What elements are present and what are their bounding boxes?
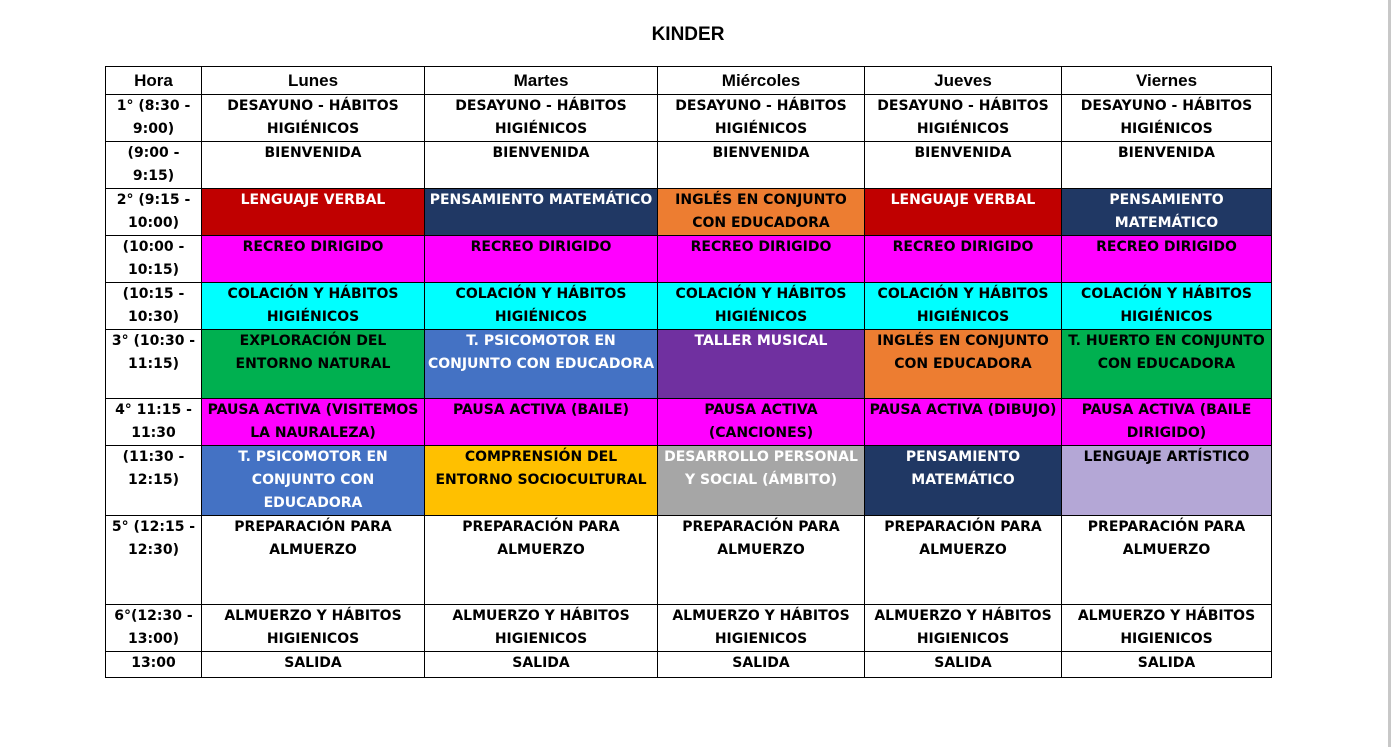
activity-cell-viernes: SALIDA: [1062, 652, 1272, 678]
activity-cell-martes: SALIDA: [425, 652, 658, 678]
activity-cell-jueves: SALIDA: [865, 652, 1062, 678]
activity-cell-jueves: ALMUERZO Y HÁBITOS HIGIENICOS: [865, 605, 1062, 652]
activity-cell-martes: COLACIÓN Y HÁBITOS HIGIÉNICOS: [425, 283, 658, 330]
activity-cell-miercoles: COLACIÓN Y HÁBITOS HIGIÉNICOS: [658, 283, 865, 330]
hora-cell: (10:15 - 10:30): [106, 283, 202, 330]
activity-cell-lunes: RECREO DIRIGIDO: [202, 236, 425, 283]
header-jueves: Jueves: [865, 67, 1062, 95]
activity-cell-miercoles: RECREO DIRIGIDO: [658, 236, 865, 283]
activity-cell-martes: T. PSICOMOTOR EN CONJUNTO CON EDUCADORA: [425, 330, 658, 399]
schedule-row: [106, 142, 1272, 189]
activity-cell-miercoles: BIENVENIDA: [658, 142, 865, 189]
activity-cell-lunes: COLACIÓN Y HÁBITOS HIGIÉNICOS: [202, 283, 425, 330]
schedule-row: [106, 236, 1272, 283]
hora-cell: (11:30 - 12:15): [106, 446, 202, 516]
activity-cell-jueves: RECREO DIRIGIDO: [865, 236, 1062, 283]
activity-cell-jueves: DESAYUNO - HÁBITOS HIGIÉNICOS: [865, 95, 1062, 142]
activity-cell-martes: RECREO DIRIGIDO: [425, 236, 658, 283]
activity-cell-viernes: PENSAMIENTO MATEMÁTICO: [1062, 189, 1272, 236]
activity-cell-jueves: PAUSA ACTIVA (DIBUJO): [865, 399, 1062, 446]
schedule-row: [106, 446, 1272, 516]
header-lunes: Lunes: [202, 67, 425, 95]
activity-cell-martes: COMPRENSIÓN DEL ENTORNO SOCIOCULTURAL: [425, 446, 658, 516]
schedule-row: [106, 330, 1272, 399]
activity-cell-viernes: RECREO DIRIGIDO: [1062, 236, 1272, 283]
header-viernes: Viernes: [1062, 67, 1272, 95]
hora-cell: 13:00: [106, 652, 202, 678]
activity-cell-viernes: BIENVENIDA: [1062, 142, 1272, 189]
page-title: KINDER: [651, 24, 725, 45]
activity-cell-jueves: BIENVENIDA: [865, 142, 1062, 189]
activity-cell-viernes: PREPARACIÓN PARA ALMUERZO: [1062, 516, 1272, 605]
hora-cell: (10:00 - 10:15): [106, 236, 202, 283]
activity-cell-lunes: DESAYUNO - HÁBITOS HIGIÉNICOS: [202, 95, 425, 142]
activity-cell-martes: PENSAMIENTO MATEMÁTICO: [425, 189, 658, 236]
hora-cell: 5° (12:15 - 12:30): [106, 516, 202, 605]
hora-cell: 4° 11:15 - 11:30: [106, 399, 202, 446]
activity-cell-martes: DESAYUNO - HÁBITOS HIGIÉNICOS: [425, 95, 658, 142]
activity-cell-lunes: ALMUERZO Y HÁBITOS HIGIENICOS: [202, 605, 425, 652]
activity-cell-martes: PREPARACIÓN PARA ALMUERZO: [425, 516, 658, 605]
activity-cell-miercoles: DESAYUNO - HÁBITOS HIGIÉNICOS: [658, 95, 865, 142]
activity-cell-miercoles: INGLÉS EN CONJUNTO CON EDUCADORA: [658, 189, 865, 236]
activity-cell-miercoles: DESARROLLO PERSONAL Y SOCIAL (ÁMBITO): [658, 446, 865, 516]
schedule-table: [105, 66, 1272, 678]
activity-cell-jueves: INGLÉS EN CONJUNTO CON EDUCADORA: [865, 330, 1062, 399]
hora-cell: (9:00 - 9:15): [106, 142, 202, 189]
schedule-row: [106, 283, 1272, 330]
schedule-row: [106, 95, 1272, 142]
activity-cell-lunes: T. PSICOMOTOR EN CONJUNTO CON EDUCADORA: [202, 446, 425, 516]
activity-cell-jueves: PENSAMIENTO MATEMÁTICO: [865, 446, 1062, 516]
activity-cell-miercoles: PREPARACIÓN PARA ALMUERZO: [658, 516, 865, 605]
hora-cell: 2° (9:15 - 10:00): [106, 189, 202, 236]
activity-cell-viernes: T. HUERTO EN CONJUNTO CON EDUCADORA: [1062, 330, 1272, 399]
activity-cell-lunes: BIENVENIDA: [202, 142, 425, 189]
activity-cell-viernes: ALMUERZO Y HÁBITOS HIGIENICOS: [1062, 605, 1272, 652]
activity-cell-miercoles: SALIDA: [658, 652, 865, 678]
activity-cell-lunes: LENGUAJE VERBAL: [202, 189, 425, 236]
activity-cell-martes: BIENVENIDA: [425, 142, 658, 189]
activity-cell-lunes: EXPLORACIÓN DEL ENTORNO NATURAL: [202, 330, 425, 399]
activity-cell-jueves: LENGUAJE VERBAL: [865, 189, 1062, 236]
activity-cell-jueves: PREPARACIÓN PARA ALMUERZO: [865, 516, 1062, 605]
schedule-row: [106, 189, 1272, 236]
schedule-row: [106, 605, 1272, 652]
schedule-row: [106, 516, 1272, 605]
activity-cell-jueves: COLACIÓN Y HÁBITOS HIGIÉNICOS: [865, 283, 1062, 330]
activity-cell-viernes: COLACIÓN Y HÁBITOS HIGIÉNICOS: [1062, 283, 1272, 330]
header-martes: Martes: [425, 67, 658, 95]
activity-cell-viernes: DESAYUNO - HÁBITOS HIGIÉNICOS: [1062, 95, 1272, 142]
activity-cell-miercoles: TALLER MUSICAL: [658, 330, 865, 399]
schedule-row: [106, 399, 1272, 446]
header-row: [106, 67, 1272, 95]
activity-cell-lunes: SALIDA: [202, 652, 425, 678]
hora-cell: 1° (8:30 - 9:00): [106, 95, 202, 142]
activity-cell-viernes: PAUSA ACTIVA (BAILE DIRIGIDO): [1062, 399, 1272, 446]
activity-cell-lunes: PREPARACIÓN PARA ALMUERZO: [202, 516, 425, 605]
activity-cell-miercoles: PAUSA ACTIVA (CANCIONES): [658, 399, 865, 446]
header-miercoles: Miércoles: [658, 67, 865, 95]
activity-cell-miercoles: ALMUERZO Y HÁBITOS HIGIENICOS: [658, 605, 865, 652]
header-hora: Hora: [106, 67, 202, 95]
hora-cell: 3° (10:30 - 11:15): [106, 330, 202, 399]
activity-cell-lunes: PAUSA ACTIVA (VISITEMOS LA NAURALEZA): [202, 399, 425, 446]
activity-cell-martes: ALMUERZO Y HÁBITOS HIGIENICOS: [425, 605, 658, 652]
schedule-row: [106, 652, 1272, 678]
activity-cell-martes: PAUSA ACTIVA (BAILE): [425, 399, 658, 446]
activity-cell-viernes: LENGUAJE ARTÍSTICO: [1062, 446, 1272, 516]
hora-cell: 6°(12:30 - 13:00): [106, 605, 202, 652]
